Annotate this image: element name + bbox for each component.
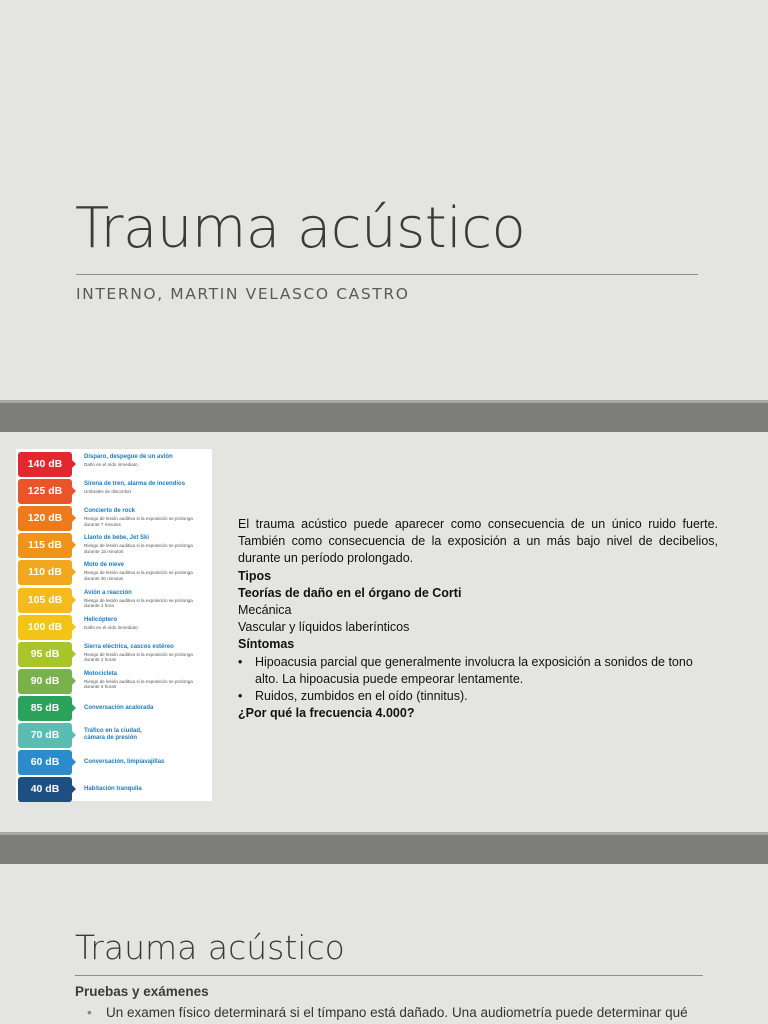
db-badge: 120 dB	[18, 506, 72, 531]
bullet-icon: •	[87, 1005, 92, 1020]
db-badge: 110 dB	[18, 560, 72, 585]
db-level-title: Disparo, despegue de un avión	[84, 454, 173, 460]
db-level-desc: Riesgo de lesión auditiva si la exposición se prolonga durante 15 minutos	[84, 543, 193, 554]
db-badge: 70 dB	[18, 723, 72, 748]
list-item-text: Un examen físico determinará si el tímpano está dañado. Una audiometría puede determinar qué	[106, 1005, 688, 1020]
db-level-title: Helicóptero	[84, 616, 118, 623]
db-level-row	[18, 696, 210, 721]
db-level-title: Sierra eléctrica, cascos estéreo	[84, 643, 174, 650]
db-badge: 85 dB	[18, 696, 72, 721]
db-badge: 90 dB	[18, 669, 72, 694]
decibel-chart	[16, 449, 212, 801]
db-badge: 140 dB	[18, 452, 72, 477]
heading-tipos: Tipos	[238, 568, 272, 583]
db-level-row	[18, 560, 210, 585]
content-slide	[0, 432, 768, 832]
question-text: ¿Por qué la frecuencia 4.000?	[238, 706, 415, 721]
db-level-desc: Riesgo de lesión auditiva si la exposición se prolonga durante 2 horas	[84, 651, 193, 663]
bullet-icon: •	[238, 689, 243, 704]
db-level-row	[18, 777, 210, 802]
list-item	[87, 1004, 704, 1021]
db-level-title: Sirena de tren, alarma de incendios	[84, 481, 186, 488]
db-level-title: Avión a reacción	[84, 589, 132, 596]
text-mecanica: Mecánica	[238, 603, 292, 618]
slide-separator	[0, 832, 768, 864]
content-slide-2	[0, 864, 768, 1024]
slide-title: Trauma acústico	[75, 928, 345, 967]
db-badge: 60 dB	[18, 750, 72, 775]
db-level-title: Moto de nieve	[84, 562, 125, 569]
slide-separator	[0, 400, 768, 432]
text-vascular: Vascular y líquidos laberínticos	[238, 620, 410, 635]
db-badge: 100 dB	[18, 615, 72, 640]
heading-teorias: Teorías de daño en el órgano de Corti	[238, 585, 462, 600]
title-slide	[0, 0, 768, 400]
list-item-text: Hipoacusia parcial que generalmente involucra la exposición a sonidos de tono alto. La hipoacusia puede empeorar lentamente.	[255, 654, 693, 686]
list-item	[238, 654, 718, 688]
slide-title: Trauma acústico	[75, 196, 526, 261]
db-level-title: Conversación, limpiavajillas	[84, 759, 165, 766]
db-level-row	[18, 506, 210, 531]
slide-body	[238, 516, 718, 722]
intro-paragraph: El trauma acústico puede aparecer como consecuencia de un único ruido fuerte. También como consecuencia de la exposición a un más bajo nivel de decibelios, durante un período prolongado.	[238, 517, 718, 566]
db-level-desc: Riesgo de lesión auditiva si la exposición se prolonga durante 1 hora	[84, 597, 193, 608]
db-level-desc: Riesgo de lesión auditiva si la exposición se prolonga durante 4 horas	[84, 678, 193, 690]
db-level-desc: Daño en el oído inmediato	[84, 624, 138, 630]
title-divider	[75, 975, 703, 976]
section-heading: Pruebas y exámenes	[75, 984, 209, 999]
db-level-row	[18, 669, 210, 694]
db-badge: 40 dB	[18, 777, 72, 802]
db-level-row	[18, 750, 210, 775]
db-level-title: Motocicleta	[84, 670, 118, 677]
title-divider	[76, 274, 698, 275]
db-badge: 115 dB	[18, 533, 72, 558]
db-level-desc: Umbrales de disconfort	[84, 489, 132, 495]
db-level-title: Habitación tranquila	[84, 786, 142, 793]
db-level-row	[18, 642, 210, 667]
db-level-row	[18, 588, 210, 613]
db-level-title: Conversación acalorada	[84, 704, 154, 711]
db-level-row	[18, 479, 210, 504]
db-level-row	[18, 615, 210, 640]
db-badge: 95 dB	[18, 642, 72, 667]
db-level-title: Concierto de rock	[84, 508, 136, 515]
db-level-title: Llanto de bebe, Jet Ski	[84, 535, 150, 542]
db-level-row	[18, 452, 210, 477]
db-level-row	[18, 533, 210, 558]
db-level-desc: Daño en el oído inmediato	[84, 462, 138, 467]
db-badge: 105 dB	[18, 588, 72, 613]
list-item-text: Ruidos, zumbidos en el oído (tinnitus).	[255, 689, 468, 704]
db-level-row	[18, 723, 210, 748]
bullet-icon: •	[238, 654, 243, 669]
db-level-desc: Riesgo de lesión auditiva si la exposición se prolonga durante 7 minutos	[84, 516, 193, 527]
db-level-desc: Riesgo de lesión auditiva si la exposición se prolonga durante 30 minutos	[84, 570, 193, 581]
slide-subtitle: INTERNO, MARTIN VELASCO CASTRO	[76, 285, 410, 303]
list-item	[238, 688, 718, 705]
heading-sintomas: Síntomas	[238, 637, 295, 652]
db-badge: 125 dB	[18, 479, 72, 504]
db-level-title: Tráfico en la ciudad, cámara de presión	[84, 728, 142, 741]
